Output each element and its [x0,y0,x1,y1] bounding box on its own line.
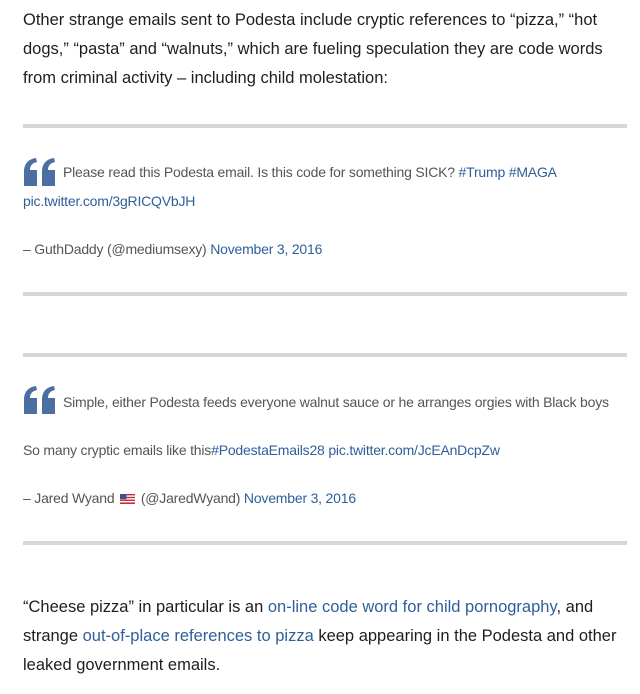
embedded-tweet-2 [23,386,623,516]
outro-text-3: keep appearing in the Podesta and other leaked government emails. [23,627,617,674]
tweet-attribution [23,490,356,506]
child-porn-code-link[interactable]: on-line code word for child pornography [267,598,557,616]
tweet-text [63,164,557,180]
tweet-media-link[interactable] [23,193,195,209]
outro-paragraph [23,593,631,680]
tweet-hashtags[interactable]: #Trump #MAGA [458,164,557,180]
pizza-references-link[interactable]: out-of-place references to pizza [82,627,314,645]
divider [23,292,627,296]
tweet-hashtag[interactable]: #PodestaEmails28 [211,442,325,458]
quote-icon [23,158,57,188]
tweet-attribution [23,241,322,257]
divider [23,541,627,545]
quote-icon [23,386,57,416]
tweet-date-link[interactable]: November 3, 2016 [243,490,356,506]
outro-text-2: , and strange [23,598,594,645]
tweet-date-link[interactable]: November 3, 2016 [210,241,323,257]
pic-link[interactable]: pic.twitter.com/3gRICQVbJH [23,193,196,209]
tweet-body: Simple, either Podesta feeds everyone walnut sauce or he arranges orgies with Black boys [63,394,609,410]
tweet-body: Please read this Podesta email. Is this code for something SICK? [63,164,459,180]
divider [23,353,627,357]
outro-text-1: “Cheese pizza” in particular is an [23,598,268,616]
intro-text: Other strange emails sent to Podesta include cryptic references to “pizza,” “hot dogs,” “pasta” and “walnuts,” which are fueling speculation they are code words from criminal activity – including child molestation: [23,11,603,87]
tweet-text [63,394,609,410]
embedded-tweet-1 [23,158,623,268]
tweet-author: – GuthDaddy (@mediumsexy) [23,241,211,257]
us-flag-icon [120,494,135,504]
tweet-handle: (@JaredWyand) [137,490,244,506]
tweet-text-line-2 [23,442,500,458]
tweet-body-2: So many cryptic emails like this [23,442,212,458]
tweet-author: – Jared Wyand [23,490,119,506]
intro-paragraph [23,6,631,93]
divider [23,124,627,128]
pic-link[interactable]: pic.twitter.com/JcEAnDcpZw [324,442,500,458]
